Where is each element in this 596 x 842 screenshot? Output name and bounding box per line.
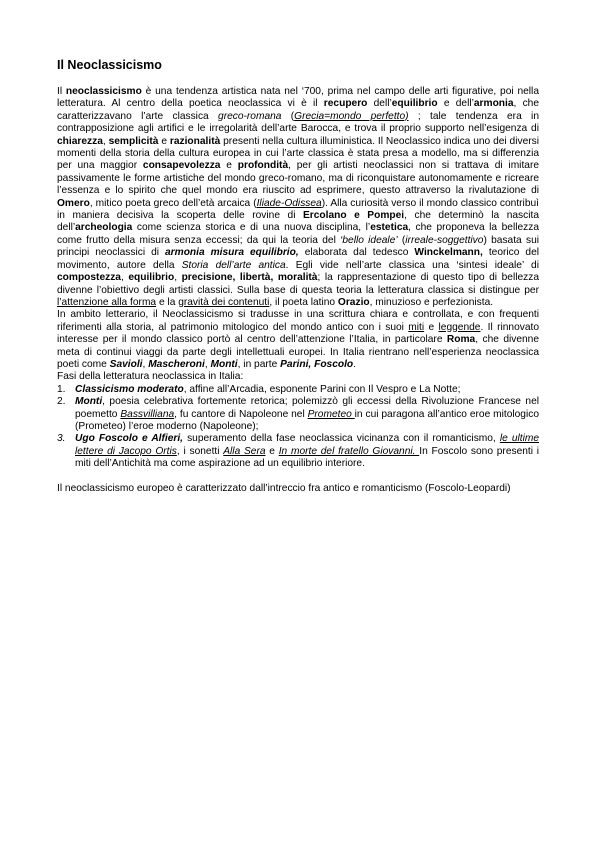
text-run: Ercolano e Pompei — [302, 210, 405, 222]
paragraph-conclusion: Il neoclassicismo europeo è caratterizzato dall’intreccio fra antico e romanticismo (Foscolo-Leopardi) — [57, 482, 511, 494]
paragraph-literary-context — [57, 309, 539, 371]
document-body — [57, 86, 539, 495]
text-run: leggende — [438, 321, 481, 333]
text-run: ‘bello ideale’ — [340, 234, 398, 246]
text-run: come scienza storica e di una nuova disciplina, l’ — [132, 222, 371, 234]
text-run: , affine all’Arcadia, esponente Parini con Il Vespro e La Notte; — [183, 383, 461, 395]
text-run: Savioli — [109, 358, 143, 370]
text-run: e — [424, 321, 439, 333]
text-run: teorico del movimento, autore della — [57, 247, 539, 271]
text-run: ) basata sui principi neoclassici di — [57, 234, 539, 259]
text-run: archeologia — [75, 222, 133, 234]
text-run: precisione, libertà, moralità — [181, 272, 318, 284]
text-run: In ambito letterario, il Neoclassicismo si tradusse in una scrittura chiara e controllata, e con frequenti riferimenti alla storia, al patrimonio mitologico del mondo antico con i suoi — [57, 309, 539, 333]
text-run: , che determinò la nascita dell’ — [57, 210, 539, 234]
text-run: ; tale tendenza era in contrapposizione agli artifici e le irregolarità dell’arte Barocca, e trova il proprio supporto nell’esigenza di — [57, 110, 539, 135]
text-run: , in parte — [237, 358, 281, 370]
text-run: Omero — [57, 197, 90, 209]
text-run: Monti — [75, 396, 103, 408]
text-run: le ultime lettere di Jacopo Ortis — [75, 433, 539, 457]
text-run: , — [142, 358, 149, 370]
text-run: irreale-soggettivo — [405, 234, 484, 246]
text-run: ( — [281, 110, 295, 122]
text-run: neoclassicismo — [65, 86, 142, 97]
text-run: , mitico poeta greco dell’età arcaica ( — [89, 197, 257, 209]
text-run: e — [220, 160, 238, 172]
text-run: in cui paragona all’antico eroe mitologico (Prometeo) l’eroe moderno (Napoleone); — [75, 408, 539, 432]
paragraph-neoclassicism-intro — [57, 86, 539, 309]
text-run: razionalità — [169, 135, 221, 147]
text-run: greco-romana — [218, 110, 282, 122]
text-run: compostezza — [57, 272, 121, 284]
text-run: Storia dell’arte antica — [181, 259, 286, 271]
text-run: , minuzioso e perfezionista. — [369, 296, 494, 308]
text-run: equilibrio — [391, 98, 438, 110]
text-run: , — [204, 358, 211, 370]
text-run: e la — [156, 296, 179, 308]
text-run: armonia — [473, 98, 514, 110]
phase-item-foscolo-alfieri — [75, 433, 539, 470]
text-run: e — [265, 445, 279, 457]
text-run: . — [353, 358, 356, 370]
text-run: Monti — [210, 358, 238, 370]
text-run: superamento della fase neoclassica vicinanza con il romanticismo, — [183, 433, 500, 445]
phase-item-classicismo-moderato — [75, 384, 539, 396]
phases-list — [57, 384, 539, 471]
text-run: miti — [408, 321, 425, 333]
text-run: armonia misura equilibrio, — [165, 247, 299, 259]
text-run: ). Alla curiosità verso il mondo classico contribuì in maniera decisiva la scoperta delle rovine di — [57, 197, 539, 222]
text-run: , che divenne meta di continui viaggi da parte degli intellettuali europei. In Italia rientrano nell’esperienza neoclassica poeti come — [57, 334, 540, 370]
text-run: elaborata dal tedesco — [298, 247, 415, 259]
text-run: profondità — [237, 160, 289, 172]
text-run: chiarezza — [57, 135, 103, 147]
text-run: è una tendenza artistica nata nel ‘700, prima nel campo delle arti figurative, poi nella letteratura. Al centro della poetica neoclassica vi è il — [57, 86, 539, 110]
text-run: , che proponeva la bellezza come frutto della misura senza eccessi; da qui la teoria del — [57, 222, 540, 246]
text-run: recupero — [323, 98, 368, 110]
text-run: Winckelmann, — [414, 247, 483, 259]
text-run: Il — [57, 86, 66, 97]
text-run: , poesia celebrativa fortemente retorica; polemizzò gli eccessi della Rivoluzione Francese nel poemetto — [75, 396, 539, 420]
text-run: , — [174, 272, 182, 284]
text-run: e — [158, 135, 170, 147]
page-title: Il Neoclassicismo — [57, 58, 162, 72]
phase-item-monti — [75, 396, 539, 433]
text-run: ( — [397, 234, 406, 246]
text-run: , — [102, 135, 109, 147]
text-run: , — [120, 272, 129, 284]
text-run: . Il rinnovato interesse per il mondo classico portò al centro dell’attenzione l’Italia, in particolare — [57, 321, 540, 346]
text-run: gravità dei contenuti — [178, 296, 270, 308]
text-run: Alla Sera — [223, 445, 266, 457]
text-run: , che caratterizzavano l’arte classica — [57, 98, 540, 122]
text-run: Grecia=mondo perfetto) — [294, 110, 409, 122]
text-run: Prometeo — [307, 408, 355, 420]
text-run: . Egli vide nell’arte classica una ‘sintesi ideale’ di — [285, 259, 539, 271]
text-run: Roma — [446, 334, 476, 346]
phases-heading: Fasi della letteratura neoclassica in Italia: — [57, 371, 244, 383]
text-run: , per gli artisti neoclassici non si trattava di imitare passivamente le forme artistiche del mondo greco-romano, ma di riconquistare autonomamente e ricreare l’essenza e lo spirito che quel mondo era riuscito ad esprimere, questo attraverso la rivalutazione di — [57, 160, 539, 197]
text-run: In morte del fratello Giovanni. — [278, 445, 420, 457]
text-run: dell’ — [367, 98, 392, 110]
text-run: In Foscolo sono presenti i miti dell’Antichità ma come aspirazione ad un equilibrio interiore. — [75, 445, 540, 470]
text-run: , fu cantore di Napoleone nel — [174, 408, 308, 420]
text-run: presenti nella cultura illuministica. Il Neoclassico indica uno dei diversi momenti della storia della cultura europea in cui l’arte classica è stata presa a modello, ma si differenzia per una maggior — [57, 135, 539, 172]
text-run: semplicità — [108, 135, 159, 147]
text-run: l’attenzione alla forma — [57, 296, 157, 308]
text-run: ; la rappresentazione di questo tipo di bellezza divenne l’obiettivo degli artisti classici. Sulla base di questa teoria la letteratura classica si distingue per — [57, 272, 539, 296]
text-run: Bassvilliana — [120, 408, 175, 420]
text-run: Mascheroni — [148, 358, 205, 370]
spacer — [57, 471, 539, 483]
text-run: e dell’ — [437, 98, 474, 110]
text-run: Ugo Foscolo e Alfieri, — [75, 433, 184, 445]
text-run: Classicismo moderato — [75, 383, 184, 395]
text-run: , il poeta latino — [269, 296, 338, 308]
text-run: , i sonetti — [176, 445, 224, 457]
text-run: Parini, Foscolo — [280, 358, 354, 370]
text-run: consapevolezza — [142, 160, 221, 172]
text-run: estetica — [370, 222, 409, 234]
text-run: equilibrio — [128, 272, 175, 284]
text-run: Orazio — [337, 296, 370, 308]
text-run: Iliade-Odissea — [256, 197, 322, 209]
